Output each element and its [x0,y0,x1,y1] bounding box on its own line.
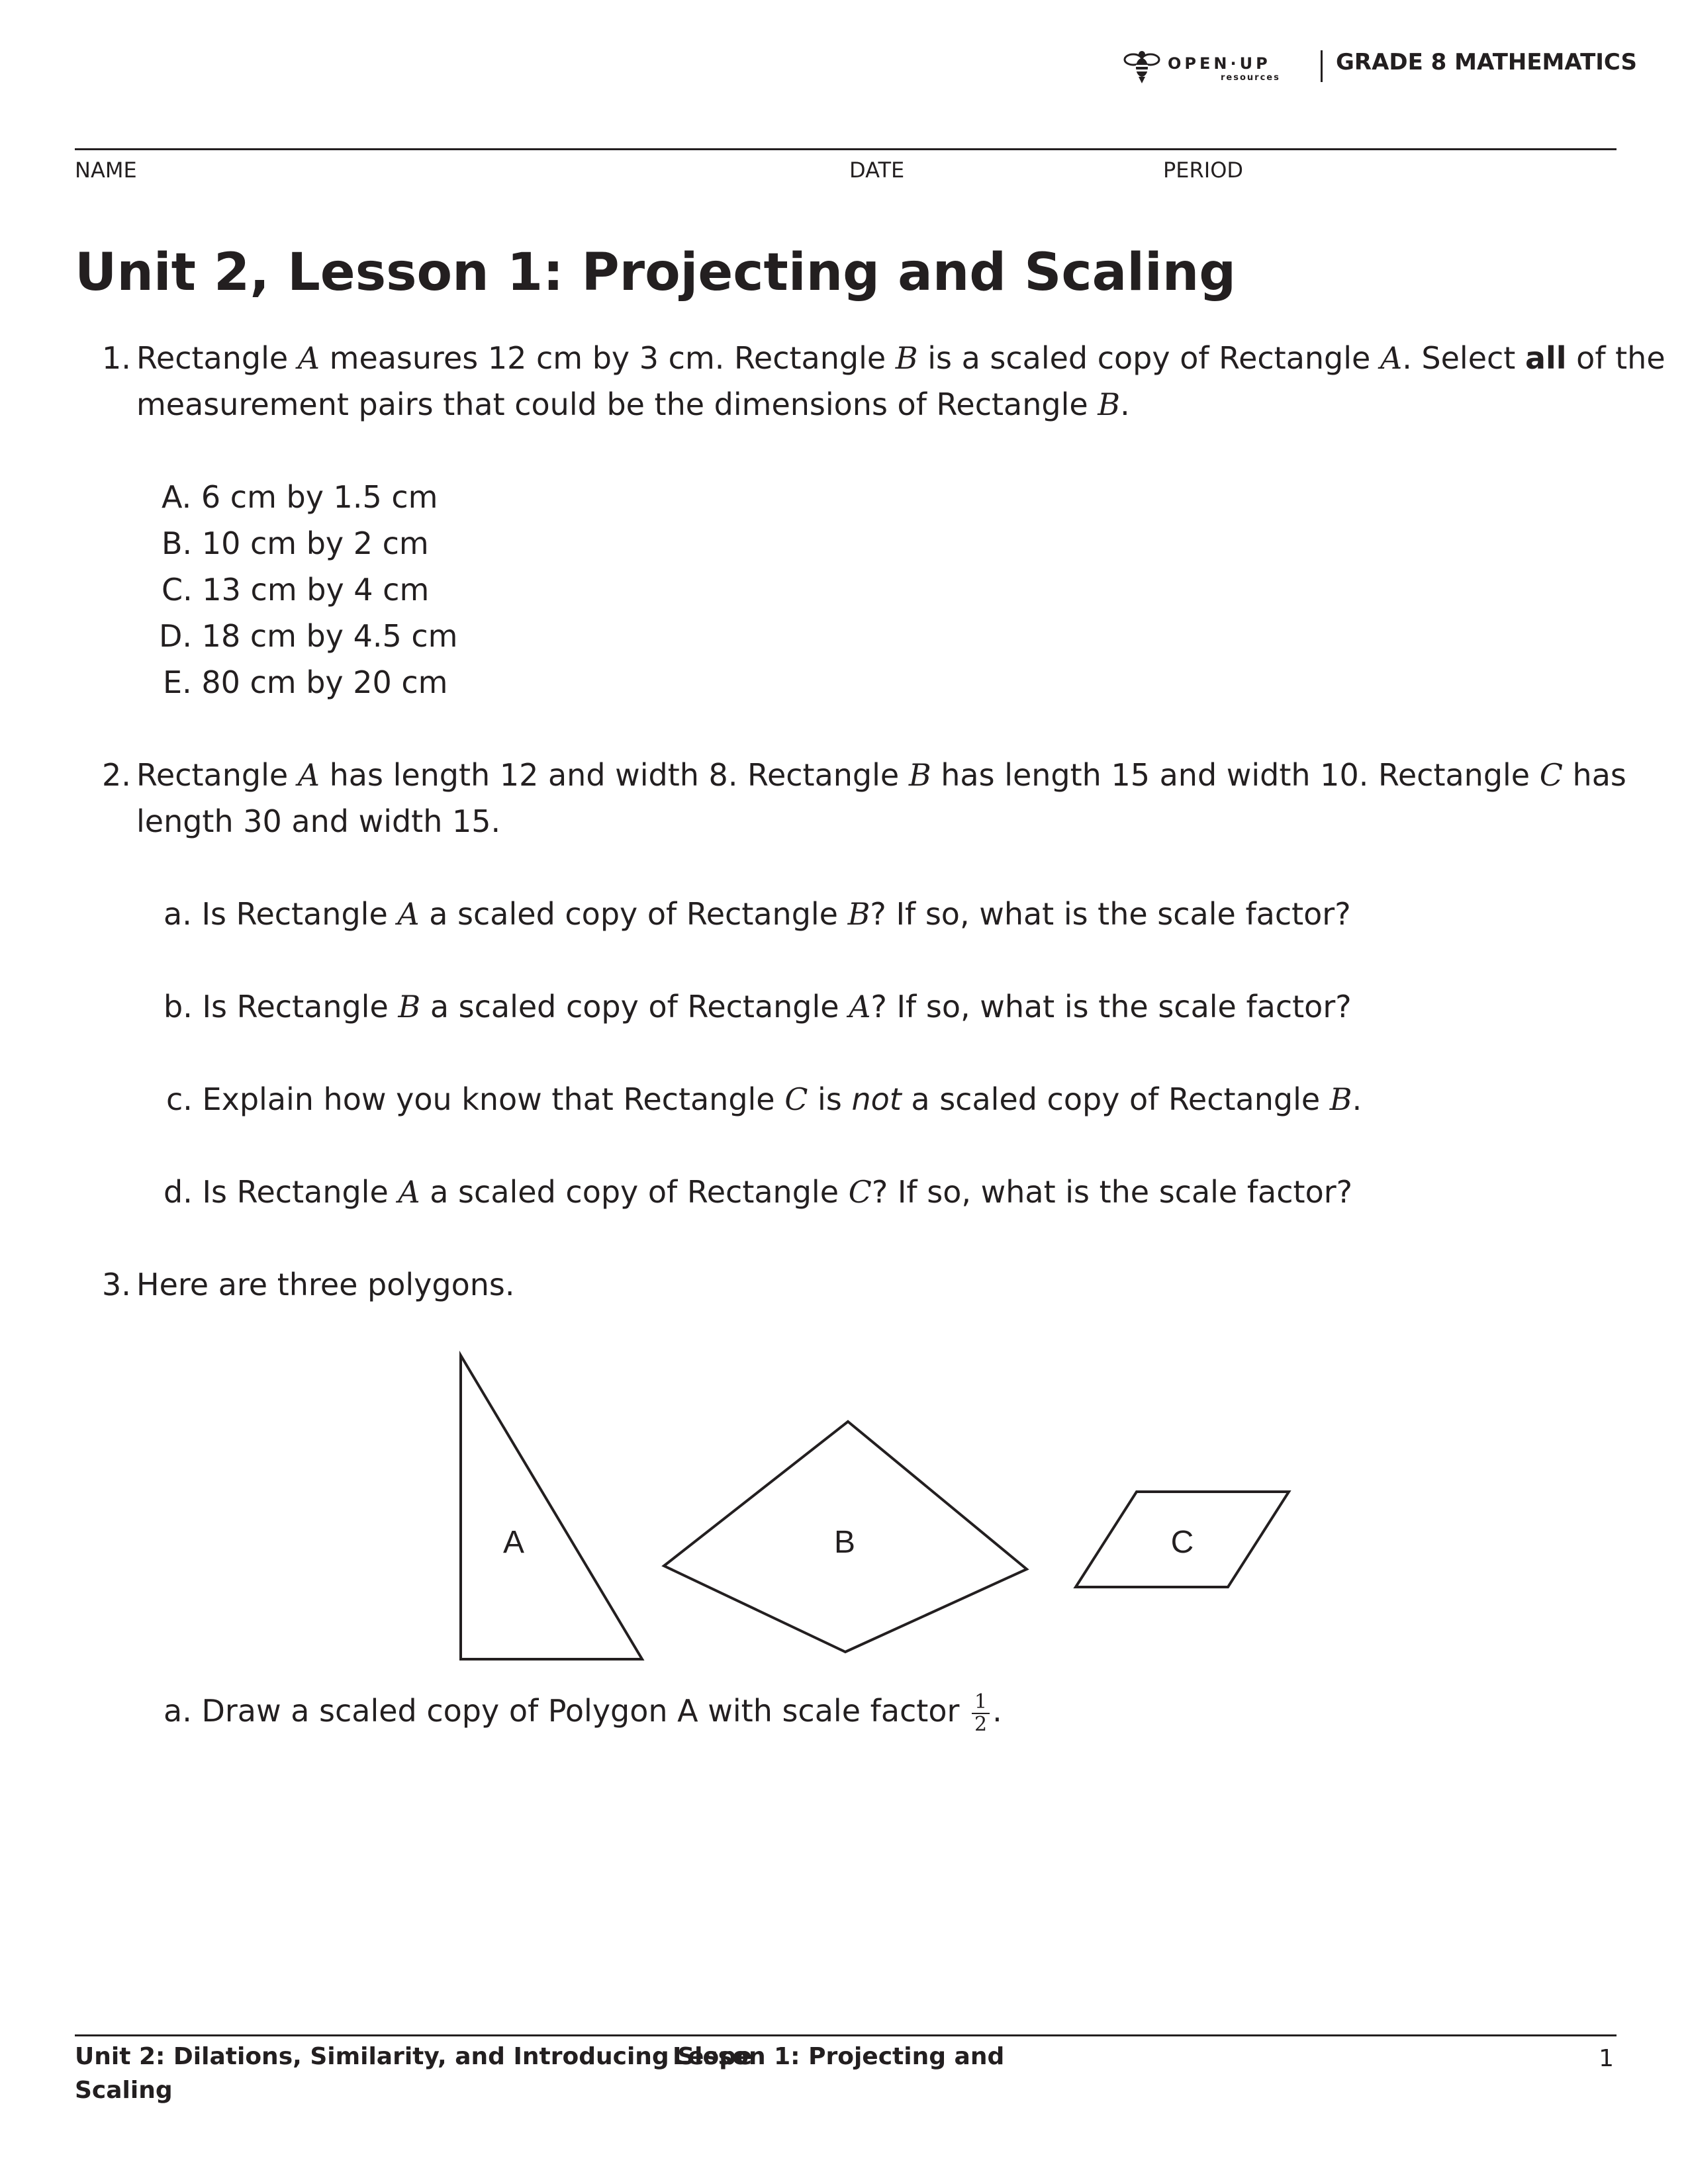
q1-option-c: C. 13 cm by 4 cm [162,572,430,608]
polygon-a-label: A [502,1525,525,1560]
q3-part-a: a. Draw a scaled copy of Polygon A with scale factor $\frac{1}{2}$ . [164,1690,1002,1736]
q3-text: Here are three polygons. [136,1267,515,1302]
date-field-label: DATE [849,158,905,183]
q2-part-a: a. Is Rectangle A a scaled copy of Rectangle B? If so, what is the scale factor? [164,896,1351,932]
q3-number: 3. [102,1267,131,1302]
q2-part-d: d. Is Rectangle A a scaled copy of Rectangle C? If so, what is the scale factor? [164,1174,1353,1210]
q2-text-line2: length 30 and width 15. [136,803,501,839]
logo-wordmark: OPEN·UP [1168,54,1271,73]
grade-label: GRADE 8 MATHEMATICS [1336,49,1637,75]
period-field-label: PERIOD [1163,158,1244,183]
fraction-one-half: $\frac{1}{2}$ [972,1692,990,1735]
q1-option-e: E. 80 cm by 20 cm [163,664,448,700]
polygon-c-label: C [1170,1525,1194,1560]
q1-text-line1: Rectangle A measures 12 cm by 3 cm. Rectangle B is a scaled copy of Rectangle A. Select all of the [136,340,1665,376]
name-field-label: NAME [75,158,137,183]
q1-number: 1. [102,340,131,376]
q1-option-d: D. 18 cm by 4.5 cm [159,618,458,654]
footer-lesson-line2: Scaling [75,2077,173,2104]
logo-subtext: resources [1221,73,1280,83]
page-number: 1 [1599,2045,1614,2072]
footer-unit: Unit 2: Dilations, Similarity, and Introducing Slope [75,2043,753,2070]
header-rule [75,148,1617,150]
polygon-b-shape [664,1422,1027,1652]
polygon-b-label: B [833,1525,856,1560]
footer-lesson-line1: Lesson 1: Projecting and [673,2043,1005,2070]
q2-part-c: c. Explain how you know that Rectangle C is not a scaled copy of Rectangle B. [166,1081,1362,1117]
page-title: Unit 2, Lesson 1: Projecting and Scaling [75,243,1237,302]
q1-option-b: B. 10 cm by 2 cm [162,525,429,561]
q1-text-line2: measurement pairs that could be the dimensions of Rectangle B. [136,387,1130,422]
q2-number: 2. [102,757,131,793]
q2-part-b: b. Is Rectangle B a scaled copy of Rectangle A? If so, what is the scale factor? [164,989,1352,1024]
q1-option-a: A. 6 cm by 1.5 cm [162,479,438,515]
bee-logo-icon [1123,48,1161,87]
footer-rule [75,2034,1617,2036]
polygon-c-shape [1076,1492,1289,1587]
header-separator [1321,50,1323,82]
q2-text-line1: Rectangle A has length 12 and width 8. Rectangle B has length 15 and width 10. Rectangle C has [136,757,1626,793]
polygon-a-shape [461,1355,642,1659]
open-up-logo [1123,48,1295,87]
